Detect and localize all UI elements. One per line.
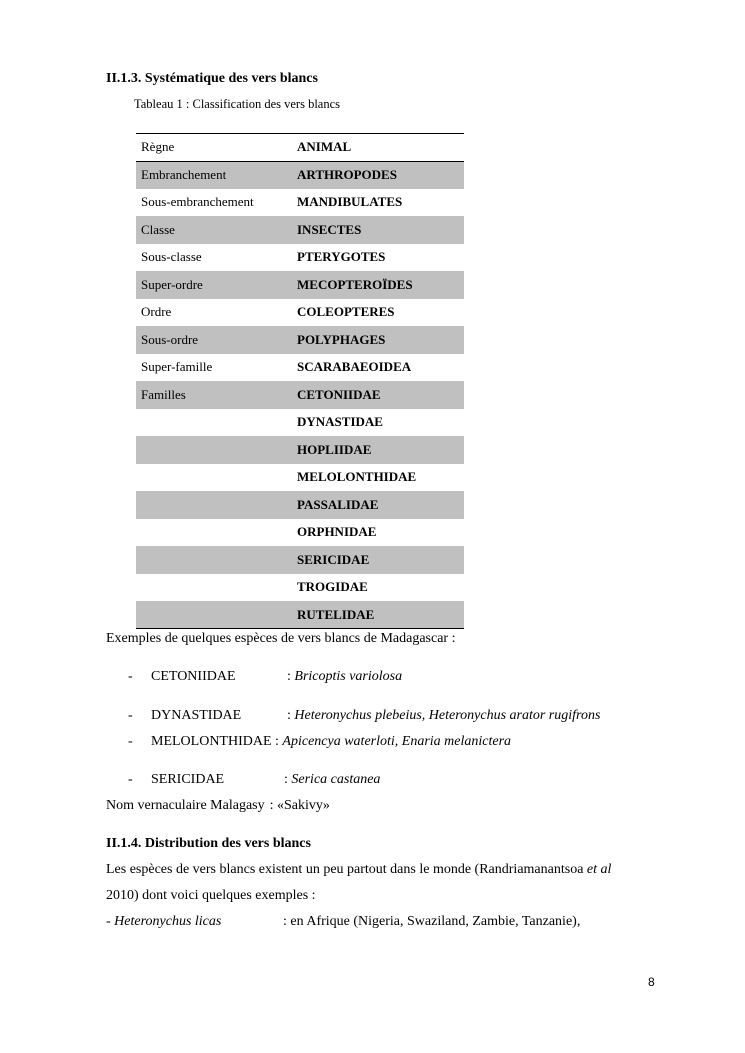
rank-cell	[136, 546, 291, 574]
table-row	[136, 299, 464, 327]
example-species: : Serica castanea	[284, 772, 381, 787]
table-row	[136, 491, 464, 519]
taxon-cell: ORPHNIDAE	[297, 524, 377, 540]
distribution-paragraph-line2: 2010) dont voici quelques exemples :	[106, 888, 316, 903]
example-family-with-species: MELOLONTHIDAE : Apicencya waterloti, Enaria melanictera	[151, 734, 512, 749]
rank-cell: Sous-embranchement	[141, 194, 254, 210]
rank-cell	[136, 574, 291, 602]
taxon-cell: SERICIDAE	[291, 546, 464, 574]
example-species: : Bricoptis variolosa	[287, 669, 403, 684]
taxon-cell: POLYPHAGES	[291, 326, 464, 354]
distribution-paragraph-line1: Les espèces de vers blancs existent un peu partout dans le monde (Randriamanantsoa et al	[106, 862, 612, 877]
taxon-cell: HOPLIIDAE	[291, 436, 464, 464]
table-row	[136, 244, 464, 272]
rank-cell	[136, 491, 291, 519]
table-row	[136, 574, 464, 602]
distribution-item-species: - Heteronychus licas	[106, 914, 222, 929]
rank-cell: Classe	[136, 216, 291, 244]
table-row	[136, 519, 464, 547]
table-caption: Tableau 1 : Classification des vers blancs	[134, 97, 341, 111]
taxon-cell: INSECTES	[291, 216, 464, 244]
taxon-cell: PASSALIDAE	[291, 491, 464, 519]
section-heading-distribution: II.1.4. Distribution des vers blancs	[106, 836, 311, 851]
table-row	[136, 216, 464, 244]
examples-intro: Exemples de quelques espèces de vers blancs de Madagascar :	[106, 631, 456, 646]
rank-cell: Familles	[136, 381, 291, 409]
table-row	[136, 546, 464, 574]
table-row	[136, 436, 464, 464]
taxon-cell: CETONIIDAE	[291, 381, 464, 409]
bullet-dash: -	[128, 669, 133, 684]
rank-cell: Embranchement	[136, 161, 291, 189]
table-row	[136, 409, 464, 437]
bullet-dash: -	[128, 772, 133, 787]
taxon-cell: PTERYGOTES	[297, 249, 386, 265]
table-row	[136, 271, 464, 299]
bullet-dash: -	[128, 708, 133, 723]
distribution-item-text: : en Afrique (Nigeria, Swaziland, Zambie, Tanzanie),	[283, 914, 581, 929]
bullet-dash: -	[128, 734, 133, 749]
rank-cell	[136, 409, 291, 437]
taxon-cell: ANIMAL	[291, 134, 464, 162]
example-family: SERICIDAE	[151, 772, 225, 787]
taxon-cell: MECOPTEROÏDES	[291, 271, 464, 299]
table-row	[136, 161, 464, 189]
rank-cell: Sous-ordre	[136, 326, 291, 354]
classification-table	[136, 133, 464, 629]
table-row	[136, 189, 464, 217]
example-species: : Heteronychus plebeius, Heteronychus arator rugifrons	[287, 708, 601, 723]
taxon-cell: COLEOPTERES	[297, 304, 395, 320]
table-row	[136, 601, 464, 629]
taxon-cell: ARTHROPODES	[291, 161, 464, 189]
rank-cell	[136, 519, 291, 547]
taxon-cell: TROGIDAE	[297, 579, 368, 595]
rank-cell	[136, 601, 291, 629]
example-family: DYNASTIDAE	[151, 708, 242, 723]
table-row	[136, 326, 464, 354]
rank-cell: Sous-classe	[141, 249, 202, 265]
rank-cell: Règne	[136, 134, 291, 162]
taxon-cell: MELOLONTHIDAE	[297, 469, 417, 485]
taxon-cell: SCARABAEOIDEA	[297, 359, 412, 375]
section-heading-systematique: II.1.3. Systématique des vers blancs	[106, 71, 318, 86]
rank-cell: Super-famille	[141, 359, 213, 375]
rank-cell: Ordre	[141, 304, 172, 320]
taxon-cell: RUTELIDAE	[291, 601, 464, 629]
page-number: 8	[648, 975, 655, 989]
example-family: CETONIIDAE	[151, 669, 236, 684]
taxon-cell: MANDIBULATES	[297, 194, 403, 210]
rank-cell	[136, 436, 291, 464]
vernacular-name: Nom vernaculaire Malagasy : «Sakivy»	[106, 798, 330, 813]
rank-cell: Super-ordre	[136, 271, 291, 299]
rank-cell	[136, 464, 291, 492]
table-row	[136, 464, 464, 492]
table-row	[136, 134, 464, 162]
taxon-cell: DYNASTIDAE	[297, 414, 383, 430]
table-row	[136, 354, 464, 382]
table-row	[136, 381, 464, 409]
